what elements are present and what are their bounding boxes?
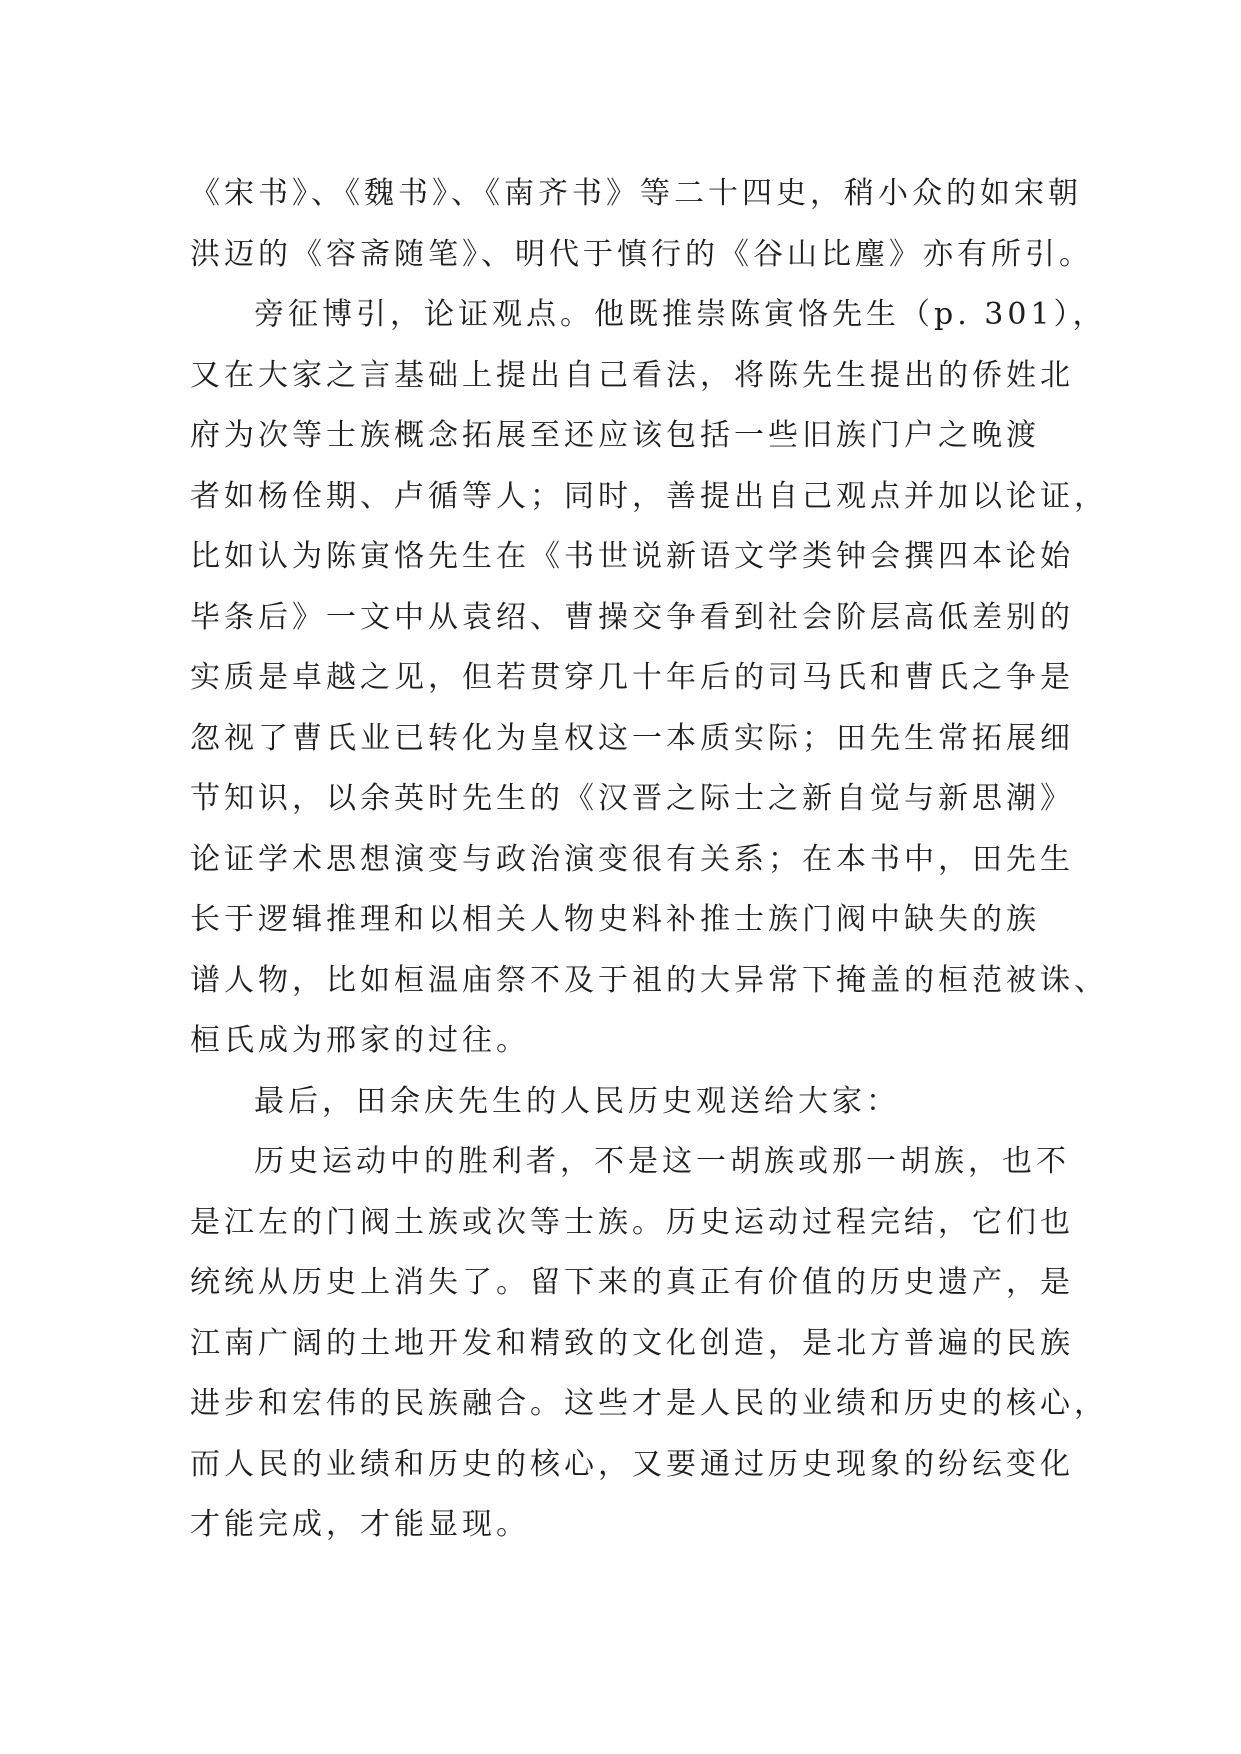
- document-body: [190, 164, 1108, 1556]
- text-line: 才能完成，才能显现。: [190, 1507, 530, 1542]
- text-line: 比如认为陈寅恪先生在《书世说新语文学类钟会撰四本论始: [190, 539, 1074, 574]
- text-line: 论证学术思想演变与政治演变很有关系；在本书中，田先生: [190, 841, 1074, 877]
- paragraph-3: [190, 1072, 1050, 1133]
- paragraph-1: [190, 164, 1093, 285]
- text-line: 桓氏成为邢家的过往。: [190, 1023, 530, 1058]
- text-line: 毕条后》一文中从袁绍、曹操交争看到社会阶层高低差别的: [190, 599, 1074, 635]
- text-line: 江南广阔的土地开发和精致的文化创造，是北方普遍的民族: [190, 1325, 1074, 1361]
- text-line: 《宋书》、《魏书》、《南齐书》等二十四史，稍小众的如宋朝: [190, 176, 1082, 211]
- text-line: 是江左的门阀土族或次等士族。历史运动过程完结，它们也: [190, 1204, 1074, 1240]
- text-line: 最后，田余庆先生的人民历史观送给大家：: [254, 1083, 900, 1119]
- text-line: 又在大家之言基础上提出自己看法，将陈先生提出的侨姓北: [190, 357, 1074, 393]
- paragraph-2: [190, 285, 1108, 1072]
- text-line: 忽视了曹氏业已转化为皇权这一本质实际；田先生常拓展细: [190, 720, 1074, 756]
- text-line: 府为次等士族概念拓展至还应该包括一些旧族门户之晚渡: [190, 418, 1040, 453]
- text-line: 节知识，以余英时先生的《汉晋之际士之新自觉与新思潮》: [190, 781, 1074, 816]
- text-line: 谱人物，比如桓温庙祭不及于祖的大异常下掩盖的桓范被诛、: [190, 962, 1108, 998]
- text-line: 统统从历史上消失了。留下来的真正有价值的历史遗产，是: [190, 1265, 1074, 1300]
- text-line: 者如杨佺期、卢循等人；同时，善提出自己观点并加以论证，: [190, 478, 1108, 514]
- text-line: 旁征博引，论证观点。他既推崇陈寅恪先生（p. 301），: [254, 297, 1107, 332]
- text-line: 实质是卓越之见，但若贯穿几十年后的司马氏和曹氏之争是: [190, 660, 1074, 695]
- text-line: 长于逻辑推理和以相关人物史料补推士族门阀中缺失的族: [190, 902, 1040, 937]
- text-line: 进步和宏伟的民族融合。这些才是人民的业绩和历史的核心，: [190, 1386, 1108, 1421]
- text-line: 历史运动中的胜利者，不是这一胡族或那一胡族，也不: [254, 1144, 1070, 1179]
- text-line: 而人民的业绩和历史的核心，又要通过历史现象的纷纭变化: [190, 1446, 1074, 1482]
- paragraph-4-quote: [190, 1132, 1108, 1556]
- text-line: 洪迈的《容斋随笔》、明代于慎行的《谷山比麈》亦有所引。: [190, 236, 1093, 272]
